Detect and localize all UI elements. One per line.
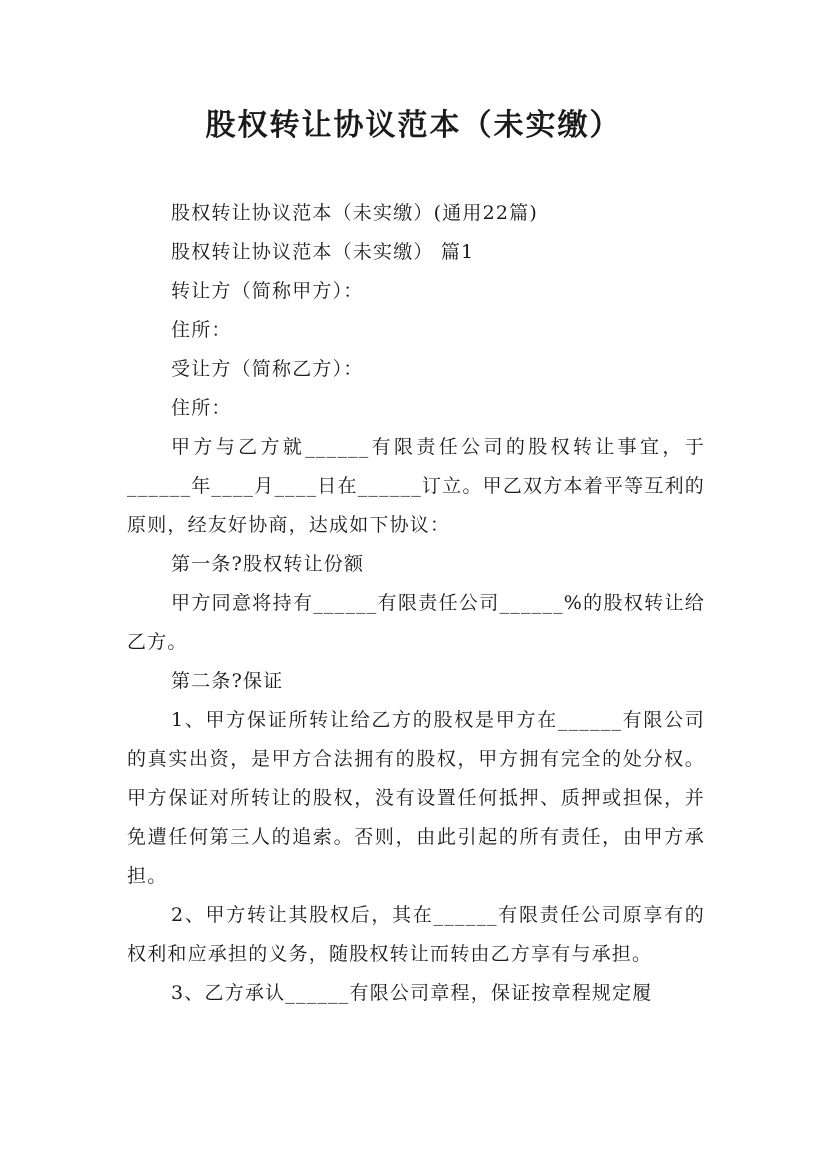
article-1-heading: 第一条?股权转让份额 — [171, 553, 365, 575]
article-2-clause-3: 3、乙方承认______有限公司章程，保证按章程规定履 — [171, 982, 653, 1004]
article-1-body: 甲方同意将持有______有限责任公司______%的股权转让给乙方。 — [127, 592, 705, 653]
subtitle-paragraph: 股权转让协议范本（未实缴）(通用22篇) — [171, 202, 539, 224]
article-2-clause-2: 2、甲方转让其股权后，其在______有限责任公司原享有的权利和应承担的义务，随股权转让而转由乙方享有与承担。 — [127, 904, 705, 965]
section-heading-1: 股权转让协议范本（未实缴） 篇1 — [171, 241, 475, 263]
document-body — [127, 194, 705, 1013]
transferee-label: 受让方（简称乙方）： — [171, 358, 364, 380]
article-2-heading: 第二条?保证 — [171, 670, 284, 692]
transferor-label: 转让方（简称甲方）： — [171, 280, 364, 302]
transferor-address-label: 住所： — [171, 319, 232, 341]
preamble-paragraph: 甲方与乙方就______有限责任公司的股权转让事宜，于______年____月____日在______订立。甲乙双方本着平等互利的原则，经友好协商，达成如下协议： — [127, 436, 705, 536]
transferee-address-label: 住所： — [171, 397, 232, 419]
document-title: 股权转让协议范本（未实缴） — [205, 108, 622, 143]
article-2-clause-1: 1、甲方保证所转让给乙方的股权是甲方在______有限公司的真实出资，是甲方合法拥有的股权，甲方拥有完全的处分权。甲方保证对所转让的股权，没有设置任何抵押、质押或担保，并免遭任何第三人的追索。否则，由此引起的所有责任，由甲方承担。 — [127, 709, 705, 887]
